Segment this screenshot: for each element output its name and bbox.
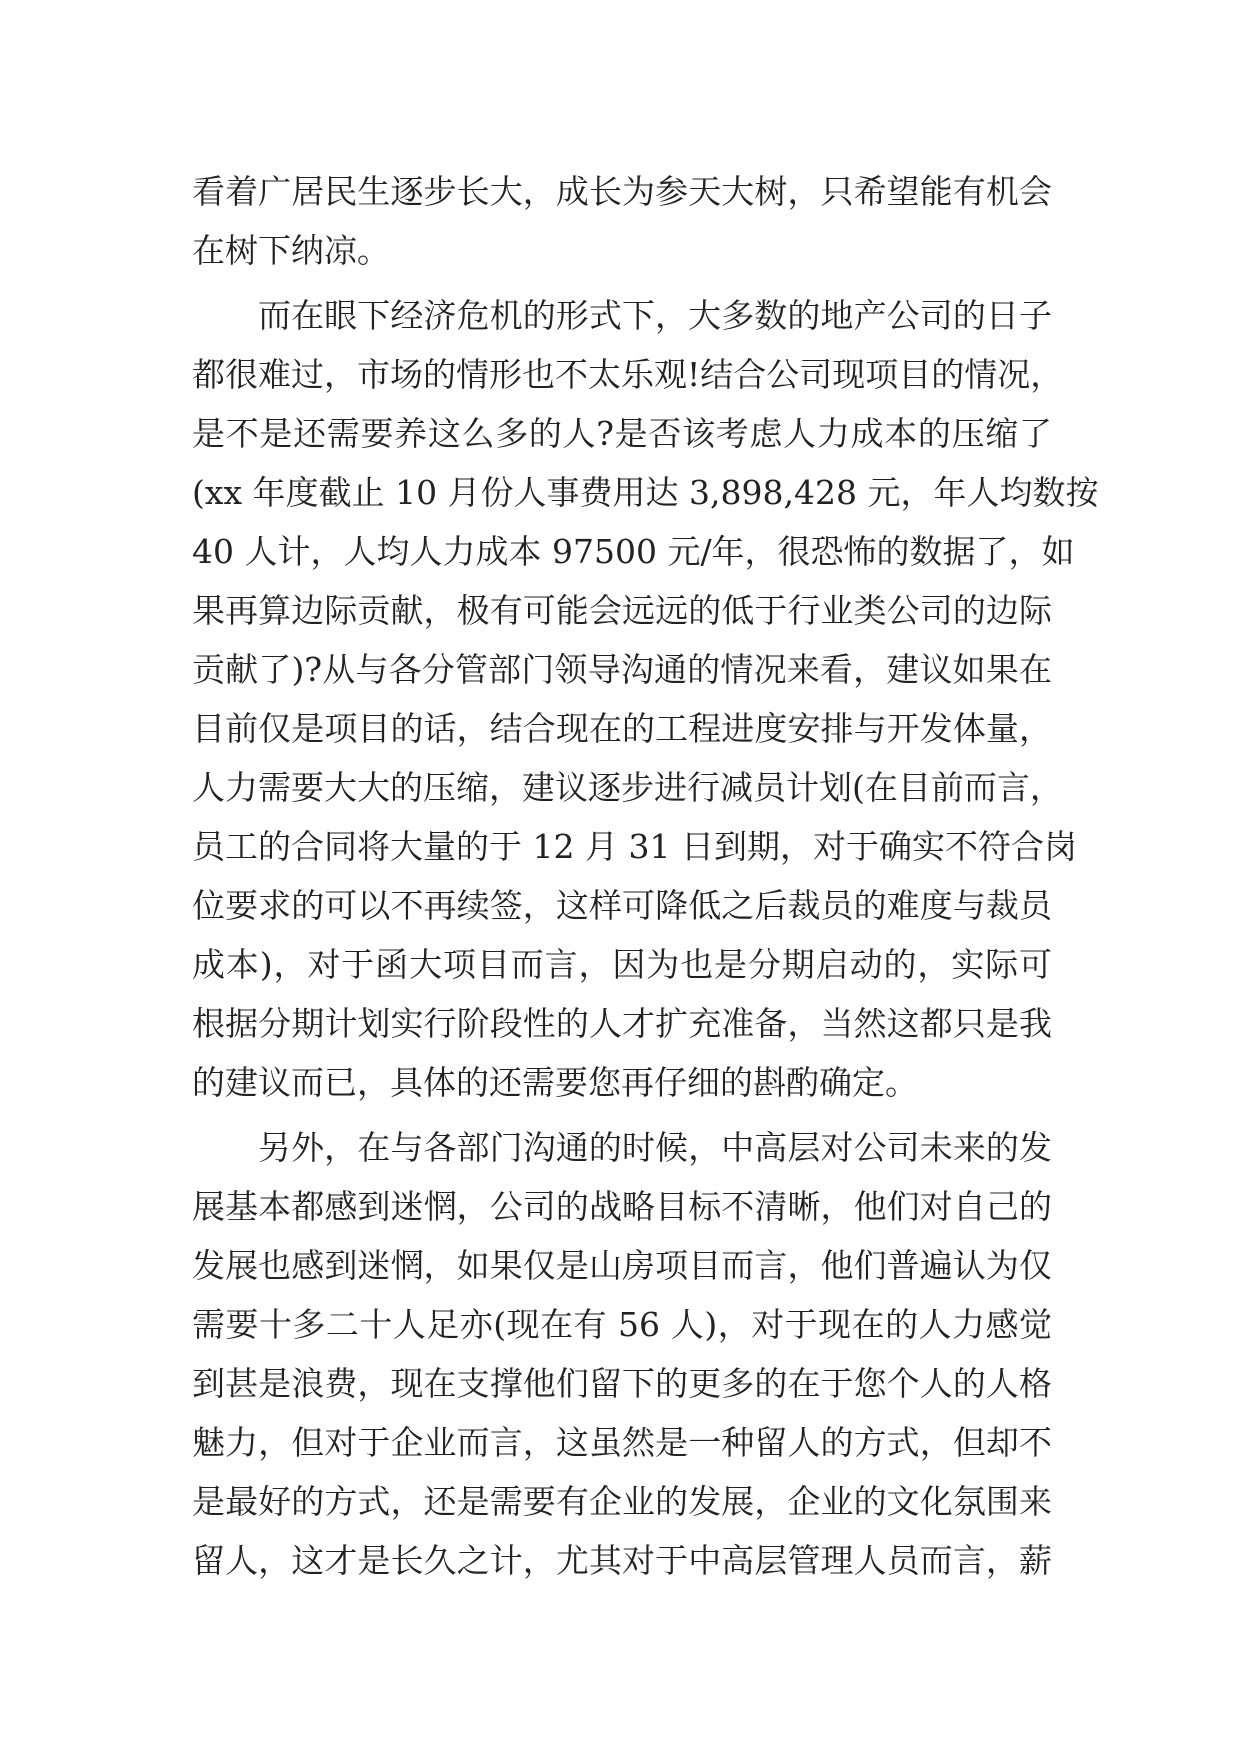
text-line: (xx 年度截止 10 月份人事费用达 3,898,428 元，年人均数按	[192, 473, 1099, 512]
text-line: 发展也感到迷惘，如果仅是山房项目而言，他们普遍认为仅	[192, 1246, 1052, 1285]
paragraph-2	[192, 286, 1099, 1112]
text-line: 的建议而已，具体的还需要您再仔细的斟酌确定。	[192, 1063, 918, 1102]
text-line: 是最好的方式，还是需要有企业的发展，企业的文化氛围来	[192, 1482, 1052, 1521]
text-line: 根据分期计划实行阶段性的人才扩充准备，当然这都只是我	[192, 1004, 1052, 1043]
text-line: 展基本都感到迷惘，公司的战略目标不清晰，他们对自己的	[192, 1187, 1052, 1226]
text-line: 另外，在与各部门沟通的时候，中高层对公司未来的发	[258, 1128, 1052, 1167]
text-line: 贡献了)?从与各分管部门领导沟通的情况来看，建议如果在	[192, 650, 1052, 689]
text-line: 位要求的可以不再续签，这样可降低之后裁员的难度与裁员	[192, 886, 1052, 925]
text-line: 是不是还需要养这么多的人?是否该考虑人力成本的压缩了	[192, 414, 1052, 453]
paragraph-1	[192, 162, 1052, 280]
text-line: 而在眼下经济危机的形式下，大多数的地产公司的日子	[258, 296, 1052, 335]
document-body	[192, 162, 1099, 1590]
text-line: 员工的合同将大量的于 12 月 31 日到期，对于确实不符合岗	[192, 827, 1077, 866]
text-line: 40 人计，人均人力成本 97500 元/年，很恐怖的数据了，如	[192, 532, 1075, 571]
text-line: 到甚是浪费，现在支撑他们留下的更多的在于您个人的人格	[192, 1364, 1052, 1403]
text-line: 人力需要大大的压缩，建议逐步进行减员计划(在目前而言，	[192, 768, 1063, 807]
paragraph-3	[192, 1118, 1052, 1590]
text-line: 果再算边际贡献，极有可能会远远的低于行业类公司的边际	[192, 591, 1052, 630]
text-line: 看着广居民生逐步长大，成长为参天大树，只希望能有机会	[192, 172, 1052, 211]
text-line: 留人，这才是长久之计，尤其对于中高层管理人员而言，薪	[192, 1541, 1052, 1580]
text-line: 需要十多二十人足亦(现在有 56 人)，对于现在的人力感觉	[192, 1305, 1052, 1344]
text-line: 目前仅是项目的话，结合现在的工程进度安排与开发体量，	[192, 709, 1052, 748]
text-line: 都很难过，市场的情形也不太乐观!结合公司现项目的情况，	[192, 355, 1064, 394]
text-line: 成本)，对于函大项目而言，因为也是分期启动的，实际可	[192, 945, 1052, 984]
text-line: 在树下纳凉。	[192, 231, 390, 270]
text-line: 魅力，但对于企业而言，这虽然是一种留人的方式，但却不	[192, 1423, 1052, 1462]
